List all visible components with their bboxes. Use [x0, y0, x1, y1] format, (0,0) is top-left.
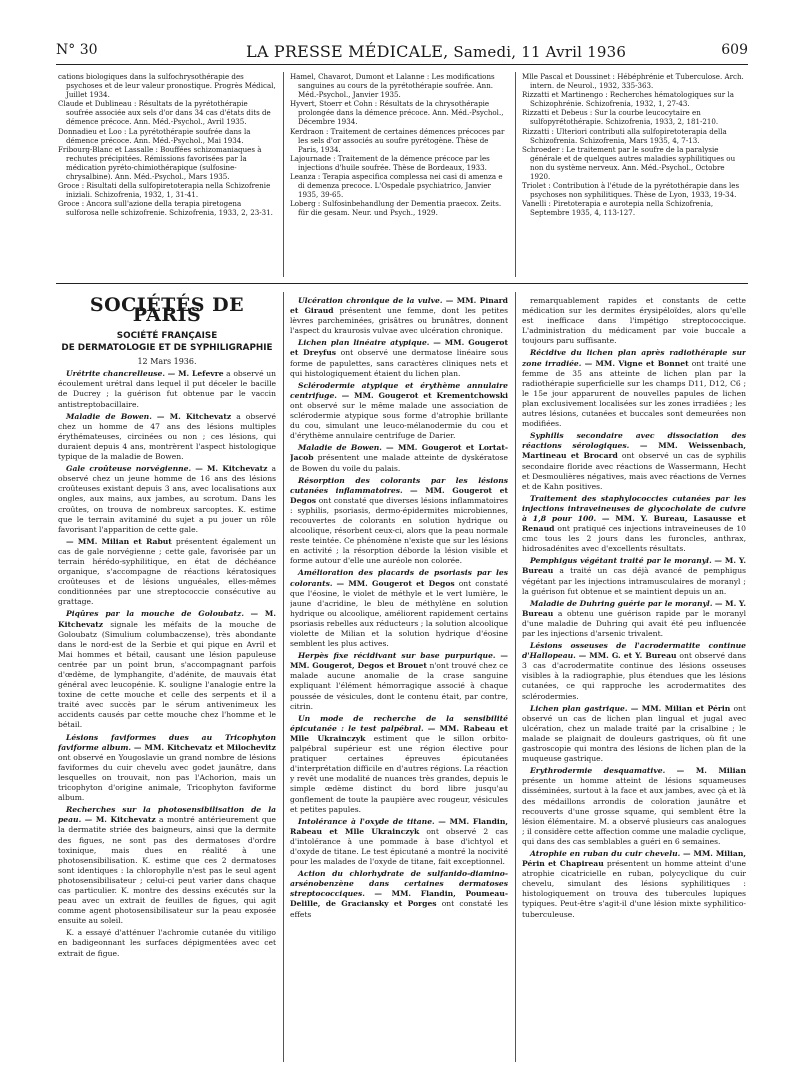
abstract-heading: Sclérodermie atypique et érythème annulaire centrifuge.: [290, 380, 508, 400]
journal-date: Samedi, 11 Avril 1936: [453, 43, 627, 61]
abstract-heading: Maladie de Bowen.: [298, 443, 382, 453]
reference-entry: Hamel, Chavarot, Dumont et Lalanne : Les modifications sanguines au cours de la pyrétothérapie soufrée. Ann. Méd.-Psychol., Janvier 1935.: [290, 72, 495, 100]
abstract-text: estiment que le sillon orbito-palpébral supérieur est une région élective pour pratiquer certaines épreuves épicutanées d'interprétation difficile en d'autres régions. La réaction y revêt une modalité de nuances très grandes, depuis le simple œdème distinct du bord libre jusqu'au gonflement de toute la paupière avec rougeur, vésicules et petites papules.: [290, 733, 508, 814]
authors: — M. Kitchevatz: [84, 815, 156, 825]
journal-name: LA PRESSE MÉDICALE,: [246, 42, 449, 61]
abstract-paragraph: [58, 537, 276, 608]
reference-entry: Groce : Risultati della sulfopiretoterapia nella Schizofrenie iniziali. Schizofrenia, 1932, 1, 31-41.: [58, 181, 271, 200]
references-col-1: [58, 72, 276, 277]
journal-title: [246, 42, 626, 61]
authors: — MM. Milian et Rabut: [66, 536, 172, 546]
abstract-heading: Syphilis secondaire avec dissociation des réactions sérologiques.: [522, 431, 746, 451]
reference-entry: Rizzatti : Ulteriori contributi alla sulfopiretoterapia della Schizofrenia. Schizofrenia, Mars 1935, 4, 7-13.: [522, 126, 727, 145]
authors: — MM. Flandin, Rabeau et Mlle Ukrainczyk: [290, 816, 508, 836]
reference-entry: Hyvert, Stoerr et Cohn : Résultats de la chrysothérapie prolongée dans la démence précoce. Ann. Méd.-Psychol., Décembre 1934.: [290, 99, 504, 127]
reference-entry: Triolet : Contribution à l'étude de la pyrétothérapie dans les psychoses non syphilitiques. Thèse de Lyon, 1933, 19-34.: [522, 181, 740, 200]
column-rule: [283, 72, 284, 277]
article-col-1: [58, 292, 276, 1062]
abstract-text: ont pratiqué ces injections intraveineuses de 10 cmc tous les 2 jours dans les furoncles, anthrax, hidrosadénites avec d'excellents résultats.: [522, 524, 746, 554]
abstract-text: ont observé sur le même malade une association de sclérodermie atypique sous forme d'atrophie brillante du cou, simulant une leuco-mélanodermie du cou et d'érythème annulaire centrifuge de Darier.: [290, 400, 508, 441]
abstract-text: a observé un écoulement urétral dans lequel il put déceler le bacille de Ducrey ; la guérison fut obtenue par le vaccin antistreptobacillaire.: [58, 369, 276, 409]
abstract-paragraph: [522, 431, 746, 492]
section-title: SOCIÉTÉS DE PARIS: [89, 294, 245, 327]
authors: — MM. Milian, Périn et Chapireau: [522, 848, 746, 869]
abstract-text: remarquablement rapides et constants de cette médication sur les dermites érysipéloïdes, alors qu'elle est inefficace dans l'impétigo streptococcique. L'administration du médicament par voie buccale a toujours paru suffisante.: [522, 296, 746, 346]
column-rule: [515, 72, 516, 277]
abstract-heading: Récidive du lichen plan après radiothérapie sur zone irradiée.: [522, 348, 746, 368]
abstract-paragraph: [290, 443, 508, 473]
abstract-heading: Recherches sur la photosensibilisation de la peau.: [58, 805, 276, 825]
abstract-paragraph: [290, 869, 508, 919]
abstract-paragraph: [522, 494, 746, 555]
authors: — MM. Milian et Périn: [630, 703, 731, 713]
abstract-paragraph: [58, 609, 276, 730]
abstract-text: présentent un homme atteint d'une atrophie cicatricielle en ruban, polycyclique du cuir chevelu, simulant des lésions syphilitiques : histologiquement on trouva des tubercules lupiques typiques. Peut-être s'agit-il d'une lésion mixte syphilitico-tuberculeuse.: [522, 859, 746, 919]
session-date: 12 Mars 1936.: [137, 357, 197, 367]
abstract-paragraph: [290, 568, 508, 649]
reference-entry: Leanza : Terapia aspecifica complessa nei casi di amenza e di demenza precoce. L'Ospedale psychiatrico, Janvier 1935, 39-65.: [290, 172, 503, 200]
authors: — MM. Vigne et Bonnet: [584, 358, 689, 368]
abstract-heading: Intolérance à l'oxyde de titane.: [298, 816, 435, 826]
authors: — MM. Gougerot et Lortat-Jacob: [290, 443, 508, 463]
authors: — MM. Flandin, Poumeau-Delille, de Graciansky et Porges: [290, 889, 508, 909]
abstract-paragraph: [290, 476, 508, 567]
reference-entry: Mlle Pascal et Doussinet : Hébéphrénie et Tuberculose. Arch. intern. de Neurol., 1932, 335-363.: [522, 72, 744, 91]
abstract-heading: Un mode de recherche de la sensibilité épicutanée : le test palpébral.: [290, 713, 508, 733]
abstract-paragraph: [58, 464, 276, 535]
reference-entry: Claude et Dublineau : Résultats de la pyrétothérapie soufrée associée aux sels d'or dans 34 cas d'états dits de démence précoce. Ann. Méd.-Psychol., Avril 1935.: [58, 99, 271, 127]
abstract-heading: Gale croûteuse norvégienne.: [66, 464, 192, 474]
abstract-text: ont observé un cas de lichen plan lingual et jugal avec ulcération, chez un malade traité par la crisalbine ; le malade se plaignait de douleurs gastriques, où fit une gastroscopie qui montra des lésions de lichen plan de la muqueuse gastrique.: [522, 703, 746, 764]
society-name: [58, 330, 276, 354]
abstract-heading: Lichen plan linéaire atypique.: [298, 338, 430, 348]
abstract-text: ont observé dans 3 cas d'acrodermatite continue des lésions osseuses visibles à la radiographie, plus étendues que les lésions cutanées, ce qui rapproche les acrodermatites des sclérodermies.: [522, 651, 746, 701]
abstract-paragraph: [58, 928, 276, 958]
issue-number: N° 30: [56, 42, 98, 58]
abstract-text: signale les méfaits de la mouche de Goloubatz (Simulium columbaczense), très abondante dans le nord-est de la Serbie et qui pique en Avril et Mai hommes et bétail, causant une lésion papuleuse centrée par un point brun, s'accompagnant parfois d'œdème, de lymphangite, d'adénite, de mauvais état général avec leucopénie. K. souligne l'analogie entre la toxine de cette mouche et celle des serpents et il a traité avec succès par le sérum antivenimeux les accidents causés par cette mouche chez l'homme et le bétail.: [58, 619, 276, 730]
authors: — MM. Kitchevatz et Milochevitz: [133, 742, 276, 752]
authors: — MM. G. et Y. Bureau: [578, 651, 677, 661]
references-col-2: [290, 72, 508, 277]
authors: — M. Y. Bureau: [522, 556, 746, 576]
abstract-text: ont constaté que l'éosine, le violet de méthyle et le vert lumière, le jaune d'acridine, le bleu de méthylène en solution hydrique ou alcoolique, améliorent rapidement certains psoriasis rebelles aux réducteurs ; la solution alcoolique violette de Milian et la solution hydrique d'éosine semblent les plus actives.: [290, 578, 508, 649]
authors: — MM. Gougerot et Krementchowski: [341, 390, 508, 400]
abstract-paragraph: [58, 733, 276, 804]
abstract-paragraph: [290, 338, 508, 378]
abstract-text: ont traité une femme de 35 ans atteinte de lichen plan par la radiothérapie superficielle sur les champs D11, D12, C6 ; le 15e jour apparurent de nouvelles papules de lichen plan exclusivement localisées sur les zones irradiées ; les autres lésions, cutanées et buccales sont demeurées non modifiées.: [522, 358, 746, 429]
abstract-paragraph: [522, 348, 746, 429]
reference-entry: Lajournade : Traitement de la démence précoce par les injections d'huile soufrée. Thèse de Bordeaux, 1933.: [290, 153, 490, 172]
page-header: [56, 42, 748, 65]
authors: — M. Lefevre: [167, 369, 224, 379]
abstract-text: n'ont trouvé chez ce malade aucune anomalie de la crase sanguine expliquant l'élément hémorragique associé à chaque poussée de vésicules, dont le contenu était, par contre, citrin.: [290, 661, 508, 711]
abstract-text: ont observé 2 cas d'intolérance à une pommade à base d'ichtyol et d'oxyde de titane. Le test épicutané a montré la nocivité pour les malades de l'oxyde de titane, fait exceptionnel.: [290, 826, 508, 867]
abstract-text: ont constaté que diverses lésions inflammatoires : syphilis, psoriasis, dermo-épidermites microbiennes, recouvertes de colorants en solution hydrique ou alcoolique, résorbent ceux-ci, alors que la peau normale reste teintée. Ce phénomène n'existe que sur les lésions en activité ; la résorption déborde la lésion visible et forme autour d'elle une auréole non colorée.: [290, 495, 508, 566]
abstract-text: a obtenu une guérison rapide par le moranyl d'une maladie de Duhring qui avait été peu influencée par les injections d'arsenic trivalent.: [522, 608, 746, 638]
abstract-text: a observé chez un jeune homme de 16 ans des lésions croûteuses existant depuis 3 ans, avec localisations aux ongles, aux mains, aux jambes, au scrotum. Dans les croûtes, on trouva de nombreux sarcoptes. K. estime que le terrain avitaminé du sujet a pu jouer un rôle favorisant l'apparition de cette gale.: [58, 464, 276, 534]
reference-entry: Donnadieu et Loo : La pyrétothérapie soufrée dans la démence précoce. Ann. Méd.-Psychol., Mai 1934.: [58, 126, 251, 145]
reference-entry: Fribourg-Blanc et Lassalle : Bouffées schizomaniaques à rechutes précipitées. Rémissions favorisées par la médication pyréto-chimiothérapique (sulfosine-chrysalbine). Ann. Méd.-Psychol., Mars 1935.: [58, 144, 262, 182]
authors: — M. Y. Bureau: [522, 598, 746, 618]
reference-entry: Groce : Ancora sull'azione della terapia piretogena sulforosa nelle schizofrenie. Schizofrenia, 1933, 2, 23-31.: [58, 199, 273, 218]
abstract-text: présente un homme atteint de lésions squameuses disséminées, surtout à la face et aux jambes, avec çà et là des médaillons arrondis de coloration jaunâtre et recouverts d'une grosse squame, qui semblent être la lésion élémentaire. M. a observé plusieurs cas analogues ; il considère cette affection comme une maladie cyclique, qui dans des cas semblables a guéri en 6 semaines.: [522, 776, 746, 846]
abstract-text: a observé chez un homme de 47 ans des lésions multiples érythémateuses, circinées ou non ; ces lésions, qui duraient depuis 4 ans, montrèrent l'aspect histologique typique de la maladie de Bowen.: [58, 411, 276, 462]
abstract-heading: Piqûres par la mouche de Goloubatz.: [66, 609, 244, 619]
abstract-paragraph: [522, 641, 746, 702]
abstract-heading: Erythrodermie desquamative.: [530, 766, 666, 776]
abstract-paragraph: [290, 381, 508, 442]
abstract-heading: Résorption des colorants par les lésions cutanées inflammatoires.: [290, 475, 508, 495]
column-rule: [283, 292, 284, 1062]
authors: — MM. Pinard et Giraud: [290, 296, 508, 316]
abstract-heading: Atrophie en ruban du cuir chevelu.: [530, 848, 681, 858]
authors: — MM. Weissenbach, Martineau et Brocard: [522, 441, 746, 461]
reference-entry: Vanelli : Piretoterapia e aurotepia nella Schizofrenia, Septembre 1935, 4, 113-127.: [522, 199, 714, 218]
abstract-text: présentent une femme, dont les petites lèvres parcheminées, grisâtres ou brunâtres, donnent l'aspect du kraurosis vulvae avec ulcération chronique.: [290, 306, 508, 336]
abstract-text: K. a essayé d'atténuer l'achromie cutanée du vitiligo en badigeonnant les surfaces dépigmentées avec cet extrait de figue.: [58, 928, 276, 958]
reference-entry: Rizzatti et Debeus : Sur la courbe leucocytaire en sulfopyrétothérapie. Schizofrenia, 1933, 2, 181-210.: [522, 108, 719, 127]
col-1-body: [58, 369, 276, 958]
abstract-paragraph: [58, 805, 276, 926]
authors: — MM. Gougerot, Degos et Brouet: [290, 651, 508, 671]
references-col-3: [522, 72, 746, 277]
abstract-text: ont observé une dermatose linéaire sous forme de papulettes, sans caractères cliniques nets et qui histologiquement étaient du lichen plan.: [290, 348, 508, 378]
abstract-paragraph: [522, 599, 746, 639]
abstract-text: présentent une malade atteinte de dyskératose de Bowen du voile du palais.: [290, 453, 508, 473]
abstract-heading: Ulcération chronique de la vulve.: [298, 296, 443, 305]
authors: — MM. Gougerot et Degos: [336, 578, 455, 588]
abstract-heading: Traitement des staphylococcies cutanées par les injections intraveineuses de glycocholate de cuivre à 1,8 pour 100.: [522, 493, 746, 523]
reference-entry: Schroeder : Le traitement par le soufre de la paralysie générale et de quelques autres maladies syphilitiques ou non du système nerveux. Ann. Méd.-Psychol., Octobre 1920.: [522, 144, 736, 182]
abstract-paragraph: [58, 369, 276, 409]
abstract-heading: Pemphigus végétant traité par le moranyl.: [530, 556, 712, 566]
reference-entry: cations biologiques dans la sulfochrysothérapie des psychoses et de leur valeur pronostique. Progrès Médical, Juillet 1934.: [58, 72, 276, 100]
abstract-paragraph: [290, 817, 508, 867]
abstract-heading: Lésions osseuses de l'acrodermatite continue d'Hallopeau.: [522, 641, 746, 661]
abstract-text: ont constaté les effets: [290, 899, 508, 919]
abstract-paragraph: [522, 704, 746, 765]
abstract-paragraph: [522, 766, 746, 847]
abstract-heading: Maladie de Bowen.: [66, 411, 152, 421]
abstract-text: a traité un cas déjà avancé de pemphigus végétant par les injections intramusculaires de moranyl ; la guérison fut obtenue et se maintient depuis un an.: [522, 566, 746, 596]
abstract-paragraph: [58, 412, 276, 462]
authors: — MM. Gougerot et Dreyfus: [290, 338, 508, 358]
abstract-text: a montré antérieurement que la dermatite striée des baigneurs, ainsi que la dermite des figues, ne sont pas des dermatoses d'ordre toxinique, mais dues en réalité à une photosensibilisation. K. estime que ces 2 dermatoses sont identiques : la chlorophylle n'est pas le seul agent photosensibilisateur ; celui-ci peut varier dans chaque cas particulier. K. montre des dessins exécutés sur la peau avec un extrait de feuilles de figues, qui agit comme agent photosensibilisateur sur la peau exposée ensuite au soleil.: [58, 815, 276, 926]
abstract-heading: Herpès fixe récidivant sur base purpurique.: [298, 651, 496, 661]
authors: — M. Kitchevatz: [156, 411, 232, 421]
society-line-2: DE DERMATOLOGIE ET DE SYPHILIGRAPHIE: [61, 343, 273, 354]
authors: — MM. Y. Bureau, Lasausse et Renaud: [522, 513, 746, 534]
reference-entry: Kerdraon : Traitement de certaines démences précoces par les sels d'or associés au soufre pyrétogène. Thèse de Paris, 1934.: [290, 126, 505, 154]
abstract-text: présentent également un cas de gale norvégienne ; cette gale, favorisée par un terrain hérédo-syphilitique, en état de déchéance organique, s'accompagne de réactions kératosiques croûteuses et de lésions unguéales, elles-mêmes conditionnées par une streptococcie consécutive au grattage.: [58, 536, 276, 607]
abstract-paragraph: [522, 296, 746, 346]
abstract-heading: Amélioration des placards de psoriasis par les colorants.: [290, 568, 508, 588]
page-number: 609: [721, 42, 748, 58]
abstract-heading: Maladie de Duhring guérie par le moranyl.: [530, 598, 713, 608]
abstract-heading: Urétrite chancrelleuse.: [66, 369, 165, 379]
article-col-2: [290, 296, 508, 1066]
abstract-paragraph: [290, 296, 508, 336]
section-divider: [56, 283, 748, 284]
abstract-heading: Lésions faviformes dues au Tricophyton faviforme album.: [58, 732, 276, 752]
article-col-3: [522, 296, 746, 1066]
abstract-paragraph: [290, 714, 508, 815]
authors: — M. Kitchevatz: [58, 609, 276, 629]
authors: — MM. Gougerot et Degos: [290, 485, 508, 505]
authors: — MM. Rabeau et Mlle Ukrainczyk: [290, 723, 508, 743]
abstract-paragraph: [522, 849, 746, 920]
abstract-heading: Lichen plan gastrique.: [530, 703, 628, 713]
abstract-paragraph: [522, 556, 746, 596]
abstract-text: ont observé un cas de syphilis secondaire floride avec réactions de Wassermann, Hecht et Desmoulières négatives, mais avec réactions de Vernes et de Kahn positives.: [522, 451, 746, 491]
column-rule: [515, 292, 516, 1062]
abstract-paragraph: [290, 651, 508, 712]
authors: — M. Kitchevatz: [195, 464, 268, 474]
authors: — M. Milian: [676, 766, 746, 776]
reference-entry: Loberg : Sulfosinbehandlung der Dementia praecox. Zeits. für die gesam. Neur. und Psych., 1929.: [290, 199, 502, 218]
abstract-heading: Action du chlorhydrate de sulfanido-diamino-arsénobenzène dans certaines dermatoses streptococciques.: [290, 869, 508, 899]
abstract-text: ont observé en Yougoslavie un grand nombre de lésions faviformes du cuir chevelu avec godet jaunâtre, dans lesquelles on trouvait, non pas l'Achorion, mais un tricophyton d'origine animale, Tricophyton faviforme album.: [58, 752, 276, 803]
reference-entry: Rizzatti et Martinengo : Recherches hématologiques sur la Schizophrénie. Schizofrenia, 1932, 1, 27-43.: [522, 90, 734, 109]
society-line-1: SOCIÉTÉ FRANÇAISE: [116, 331, 218, 342]
